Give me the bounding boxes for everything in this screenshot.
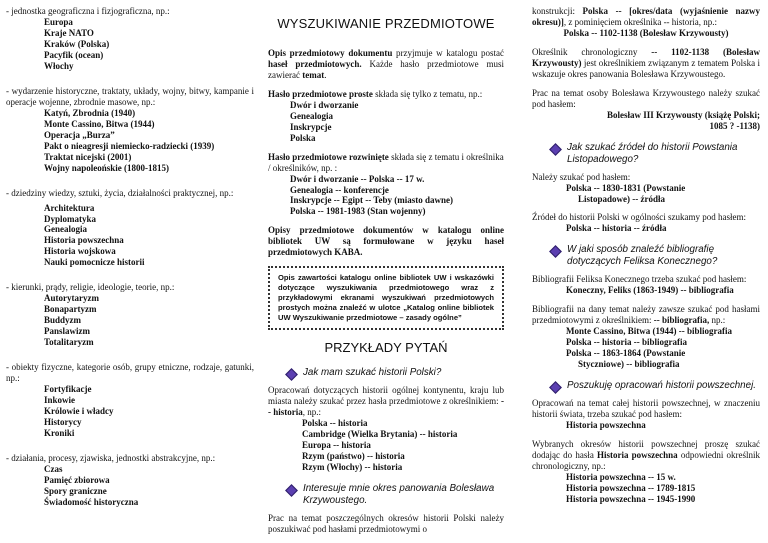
term: Opis przedmiotowy dokumentu: [268, 47, 393, 58]
example-list: [44, 384, 254, 439]
group-intro: - wydarzenie historyczne, traktaty, układy, wojny, bitwy, kampanie i operacje wojenne, zbrodnie masowe, np.:: [6, 85, 254, 107]
topic-group: [6, 362, 254, 439]
topic-group: [6, 453, 254, 508]
question-heading: [532, 142, 760, 166]
example-heading: Monte Cassino, Bitwa (1944) -- bibliografia: [566, 326, 732, 337]
text: przyjmuje w katalogu postać: [392, 47, 504, 58]
example-list: [566, 326, 760, 370]
example-heading: Inkowie: [44, 395, 76, 406]
answer-paragraph: Bibliografii Feliksa Konecznego trzeba szukać pod hasłem:: [532, 274, 747, 285]
middle-column: [268, 6, 504, 535]
example-heading: Pamięć zbiorowa: [44, 474, 110, 485]
example-heading: Kraje NATO: [44, 27, 94, 38]
text: , np.:: [302, 407, 322, 418]
text: Opracowań dotyczących historii ogólnej kontynentu, kraju lub miasta należy szukać przez hasła przedmiotowe z określnikiem:: [268, 385, 504, 407]
text: konstrukcji:: [532, 6, 583, 16]
example-heading: Rzym (państwo) -- historia: [302, 451, 405, 462]
question-heading: [268, 483, 504, 507]
examples-title: PRZYKŁADY PYTAŃ: [324, 339, 448, 355]
question-text: W jaki sposób znaleźć bibliografię dotyczących Feliksa Konecznego?: [567, 244, 718, 268]
text: Każde hasło przedmiotowe musi zawierać: [268, 58, 505, 80]
text: np.:: [709, 315, 726, 326]
example-heading: Nauki pomocnicze historii: [44, 257, 145, 268]
diamond-bullet-icon: [550, 382, 560, 392]
example-heading: Polska -- 1981-1983 (Stan wojenny): [290, 206, 426, 217]
answer-paragraph: [268, 385, 504, 418]
topic-group: [6, 188, 254, 269]
section-title: WYSZUKIWANIE PRZEDMIOTOWE: [277, 16, 495, 31]
example-heading: Królowie i władcy: [44, 406, 114, 417]
example-heading: 1085 ? -1138): [709, 120, 760, 131]
example-heading: Czas: [44, 463, 63, 474]
example-heading: Cambridge (Wielka Brytania) -- historia: [302, 429, 458, 440]
example-heading: Historia wojskowa: [44, 246, 116, 257]
example-heading: Dwór i dworzanie: [290, 99, 359, 110]
opisy-paragraph: [268, 225, 504, 258]
diamond-bullet-icon: [550, 144, 560, 154]
example-list: [44, 293, 254, 348]
answer-paragraph: [532, 439, 760, 472]
example-heading: Historia powszechna: [566, 419, 646, 430]
example-heading: Styczniowe) -- bibliografia: [578, 359, 680, 370]
example-heading: Totalitaryzm: [44, 337, 94, 348]
example-heading: Bonapartyzm: [44, 304, 97, 315]
example-heading: Traktat nicejski (2001): [44, 151, 132, 162]
example-list: [566, 472, 760, 505]
example-heading: Historia powszechna -- 15 w.: [566, 471, 676, 482]
right-column: [532, 6, 760, 505]
example-list: [302, 418, 504, 473]
example-heading: Dyplomatyka: [44, 213, 97, 224]
proste-paragraph: [268, 89, 504, 100]
example-heading: Historia powszechna -- 1789-1815: [566, 482, 696, 493]
example-heading: Europa -- historia: [302, 440, 371, 451]
question-text: Poszukuję opracowań historii powszechnej.: [567, 380, 756, 392]
group-intro: - dziedziny wiedzy, sztuki, życia, działalności praktycznej, np.:: [6, 187, 234, 198]
question-heading: [268, 367, 504, 379]
example-list: [44, 108, 254, 174]
answer-paragraph: Opracowań na temat całej historii powszechnej, w znaczeniu historii świata, trzeba szukać pod hasłem:: [532, 398, 760, 419]
term: Hasło przedmiotowe proste: [268, 88, 373, 99]
text: odpowiedni określnik chronologiczny, np.:: [532, 449, 760, 471]
group-intro: - obiekty fizyczne, kategorie osób, grupy etniczne, rodzaje, gatunki, np.:: [6, 362, 254, 384]
topic-group: [6, 86, 254, 174]
example-heading: Polska -- historia: [302, 418, 368, 429]
example-heading: Genealogia -- konferencje: [290, 184, 389, 195]
example-heading: Buddyzm: [44, 315, 82, 326]
example-list: [290, 174, 504, 218]
example-heading: Koneczny, Feliks (1863-1949) -- bibliografia: [566, 285, 734, 296]
text: Wybranych okresów historii powszechnej proszę szukać dodając do hasła: [532, 438, 760, 460]
example-heading: Włochy: [44, 60, 74, 71]
question-text: Jak szukać źródeł do historii Powstania Listopadowego?: [567, 141, 738, 165]
answer-paragraph: [532, 47, 760, 80]
question-text: Interesuje mnie okres panowania Bolesława Krzywoustego.: [303, 483, 495, 507]
term: Hasło przedmiotowe rozwinięte: [268, 151, 389, 162]
example-list: [290, 100, 504, 144]
topic-group: [6, 6, 254, 72]
example-heading: Inskrypcje -- Egipt -- Teby (miasto dawne): [290, 195, 454, 206]
term: temat: [302, 69, 325, 80]
diamond-bullet-icon: [550, 246, 560, 256]
text: Określnik chronologiczny: [532, 46, 652, 57]
group-intro: - kierunki, prądy, religie, ideologie, teorie, np.:: [6, 282, 175, 293]
term: -- bibliografia,: [653, 315, 710, 326]
example-list: [44, 17, 254, 72]
example-heading: Polska -- 1830-1831 (Powstanie: [566, 182, 686, 193]
group-intro: - jednostka geograficzna i fizjograficzna, np.:: [6, 6, 170, 16]
answer-paragraph: Źródeł do historii Polski w ogólności szukamy pod hasłem:: [532, 212, 746, 223]
example-heading: Kraków (Polska): [44, 38, 110, 49]
example-heading: Monte Cassino, Bitwa (1944): [44, 118, 155, 129]
text: składa się tylko z tematu, np.:: [372, 88, 483, 99]
example-heading: Polska -- 1863-1864 (Powstanie: [566, 348, 686, 359]
example-heading: Panslawizm: [44, 326, 90, 337]
example-heading: Świadomość historyczna: [44, 496, 139, 507]
example-heading: Architektura: [44, 202, 95, 213]
term: -- historia: [268, 396, 504, 418]
text: jest określnikiem związanym z tematem Polska i wskazuje okres panowania Bolesława Krzywoustego.: [532, 57, 760, 79]
example-heading: Historia powszechna -- 1945-1990: [566, 493, 696, 504]
example-heading: Genealogia: [44, 224, 87, 235]
example-list: [44, 464, 254, 508]
answer-paragraph: [532, 304, 760, 326]
example-heading: Listopadowe) -- źródła: [578, 193, 665, 204]
term: Historia powszechna: [596, 449, 678, 460]
left-column: [6, 6, 254, 508]
example-heading: Kroniki: [44, 427, 75, 438]
question-heading: [532, 380, 760, 392]
answer-paragraph: [532, 6, 760, 28]
question-heading: [532, 244, 760, 268]
term: KABA.: [334, 247, 363, 258]
term: haseł przedmiotowych.: [268, 58, 362, 69]
example-heading: Polska -- historia -- źródła: [566, 223, 667, 234]
text: , z pominięciem określnika -- historia, np.:: [563, 16, 718, 27]
example-heading: Dwór i dworzanie -- Polska -- 17 w.: [290, 173, 425, 184]
example-heading: Genealogia: [290, 110, 333, 121]
example-heading: Autorytaryzm: [44, 293, 99, 304]
question-text: Jak mam szukać historii Polski?: [303, 367, 442, 379]
term: Opisy przedmiotowe dokumentów w katalogu online bibliotek UW są formułowane w języku haseł przedmiotowych: [268, 225, 504, 258]
diamond-bullet-icon: [286, 369, 296, 379]
example-heading: Polska -- historia -- bibliografia: [566, 337, 687, 348]
answer-paragraph: Prac na temat osoby Bolesława Krzywoustego należy szukać pod hasłem:: [532, 87, 760, 109]
example-heading: Spory graniczne: [44, 485, 107, 496]
example-heading: Bolesław III Krzywousty (książę Polski;: [607, 109, 760, 120]
example-heading: Katyń, Zbrodnia (1940): [44, 107, 136, 118]
example-heading: Historia powszechna: [44, 235, 124, 246]
term: -- 1102-1138 (Bolesław Krzywousty): [532, 46, 760, 68]
topic-group: [6, 282, 254, 348]
example-heading: Fortyfikacje: [44, 384, 92, 395]
group-intro: - działania, procesy, zjawiska, jednostki abstrakcyjne, np.:: [6, 452, 216, 463]
example-heading: Rzym (Włochy) -- historia: [302, 462, 403, 473]
rozwiniete-paragraph: [268, 152, 504, 174]
example-heading: Europa: [44, 16, 73, 27]
text: Bibliografii na dany temat należy zawsze szukać pod hasłami przedmiotowymi z określnikiem:: [532, 304, 760, 326]
example-heading: Wojny napoleońskie (1800-1815): [44, 162, 170, 173]
answer-paragraph: Należy szukać pod hasłem:: [532, 171, 631, 182]
info-box: Opis zawartości katalogu online bibliotek UW i wskazówki dotyczące wyszukiwania przedmiotowego wraz z przykładowymi ekranami wyszukiwań przedmiotowych prostych można znaleźć w ulotce „Katalog online bibliotek UW Wyszukiwanie przedmiotowe – zasady ogólne”: [268, 266, 504, 329]
example-heading: Pacyfik (ocean): [44, 49, 104, 60]
example-heading: Operacja „Burza”: [44, 129, 115, 140]
diamond-bullet-icon: [286, 485, 296, 495]
opis-paragraph: [268, 48, 504, 81]
term: Polska -- [okres/data (wyjaśnienie nazwy okresu)]: [532, 6, 760, 27]
example-heading: Pakt o nieagresji niemiecko-radziecki (1939): [44, 140, 215, 151]
example-list: [44, 203, 254, 269]
answer-paragraph: Prac na temat poszczególnych okresów historii Polski należy poszukiwać pod hasłami przedmiotowymi o: [268, 513, 504, 535]
example-heading: Polska: [290, 132, 316, 143]
example-list: [566, 183, 760, 205]
example-heading: Historycy: [44, 417, 82, 427]
text: .: [324, 69, 327, 80]
text: składa się z tematu i określnika / określników, np. :: [268, 151, 504, 173]
example-heading: Inskrypcje: [290, 121, 332, 132]
example-heading: Polska -- 1102-1138 (Bolesław Krzywousty): [563, 27, 729, 38]
